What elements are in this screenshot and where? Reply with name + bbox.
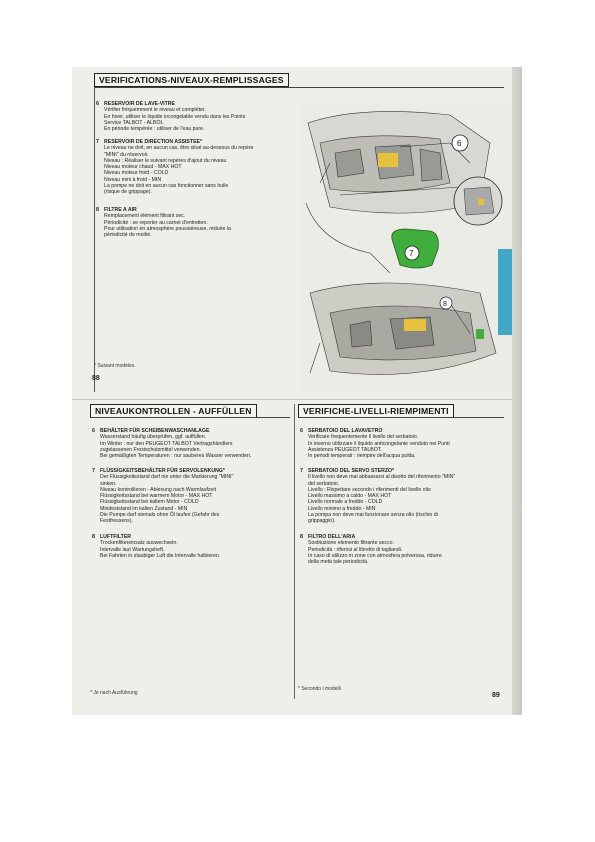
de-item-6: 6 BEHÄLTER FÜR SCHEIBENWASCHANLAGE Wasserstand häufig überprüfen, ggf. auffüllen. Im Winter : nur den PEUGEOT TALBOT Vertragshändlers zugelassenen Frostschutzmittel verwenden. Bei gemäßigten Temperaturen : nur sauberes Wasser verwenden. xyxy=(92,428,252,460)
fr-item-8: 8 FILTRE A AIR Remplacement élément filtrant sec. Périodicité : se reporter au carnet d'entretien. Pour utilisation en atmosphère poussiéreuse, réduire la périodicité de moitié. xyxy=(96,207,231,239)
section-title-it: VERIFICHE-LIVELLI-RIEMPIMENTI xyxy=(298,404,454,418)
callout-label-7: 7 xyxy=(409,249,414,258)
it-footnote: * Secondo i modelli xyxy=(298,686,341,692)
scanned-manual-spread xyxy=(72,67,522,715)
page-88 xyxy=(72,67,512,400)
title-rule xyxy=(94,87,504,88)
fr-item-6: 6 RESERVOIR DE LAVE-VITRE Vérifier fréquemment le niveau et compléter. En hiver, utiliser le liquide incongelable vendu dans les Points Service TALBOT - ALBOL En période tempérée : utiliser de l'eau pure. xyxy=(96,101,246,133)
section-title-fr: VERIFICATIONS-NIVEAUX-REMPLISSAGES xyxy=(94,73,289,87)
yellow-highlight-bottom xyxy=(404,319,426,331)
it-item-8: 8 FILTRO DELL'ARIA Sostituzione elemento filtrante secco. Periodicità : riferirsi al libretto di tagliandi. In caso di utilizzo in zone con atmosfera polverosa, ridurre della metà tale periodicità. xyxy=(300,534,442,566)
de-item-8: 8 LUFTFILTER Trockenfiltereinsatz auswechseln. Intervalle laut Wartungsheft. Bei Fahrten in staubiger Luft die Intervalle halbieren. xyxy=(92,534,221,559)
engine-bay-illustration xyxy=(300,103,512,393)
it-item-7: 7 SERBATOIO DEL SERVO STERZO* Il livello non deve mai abbassarsi al disotto del riferimento "MIN" del serbatoio. Livello : Rispettare secondo i riferimenti del livello olio Livello massimo a caldo - MAX HOT Livello normale a freddo - COLD Livello minimo a freddo - MIN La pompa non deve mai funzionare senza olio (rischio di grippaggio). xyxy=(300,468,456,525)
page-edge-shadow xyxy=(512,67,522,715)
fr-footnote: * Suivant modèles. xyxy=(94,363,136,369)
column-divider xyxy=(294,404,295,699)
section-title-de: NIVEAUKONTROLLEN - AUFFÜLLEN xyxy=(90,404,257,418)
callout-label-8: 8 xyxy=(443,301,447,308)
fr-item-7: 7 RESERVOIR DE DIRECTION ASSISTEE* Le niveau ne doit, en aucun cas, être situé au-dessous du repère "MINI" du réservoir. Niveau : Réaliser le suivant repères d'ajout du niveau Niveau moteur chaud - MAX HOT Niveau moteur froid - COLD Niveau mini à froid - MIN La pompe ne doit en aucun cas fonctionner sans huile (risque de grippage). xyxy=(96,139,254,196)
de-item-7: 7 FLÜSSIGKEITSBEHÄLTER FÜR SERVOLENKUNG* Der Flüssigkeitsstand darf nie unter die Markierung "MINI" sinken. Niveau kontrollieren - Ablesung nach Warmlaufzeit Flüssigkeitsstand bei warmem Motor - MAX HOT Flüssigkeitsstand bei kaltem Motor - COLD Mindeststand im kalten Zustand - MIN Die Pumpe darf niemals ohne Öl laufen (Gefahr des Festfressens). xyxy=(92,468,234,525)
blue-index-tab xyxy=(498,249,512,335)
page-number-88: 88 xyxy=(92,375,100,382)
page-number-89: 89 xyxy=(492,692,500,699)
de-footnote: * Je nach Ausführung xyxy=(90,690,138,696)
yellow-highlight-top xyxy=(378,153,398,167)
lower-engine-view xyxy=(310,283,496,374)
page-89-spread xyxy=(72,400,512,715)
left-margin-rule xyxy=(94,87,95,392)
callout-label-6: 6 xyxy=(457,139,462,148)
it-item-6: 6 SERBATOIO DEL LAVAVETRO Verificare frequentemente il livello del serbatoio. In inverno utilizzare il liquido anticongelante venduto nei Punti Assistenza PEUGEOT TALBOT. In periodi temperati : riempire dell'acqua pulita. xyxy=(300,428,450,460)
